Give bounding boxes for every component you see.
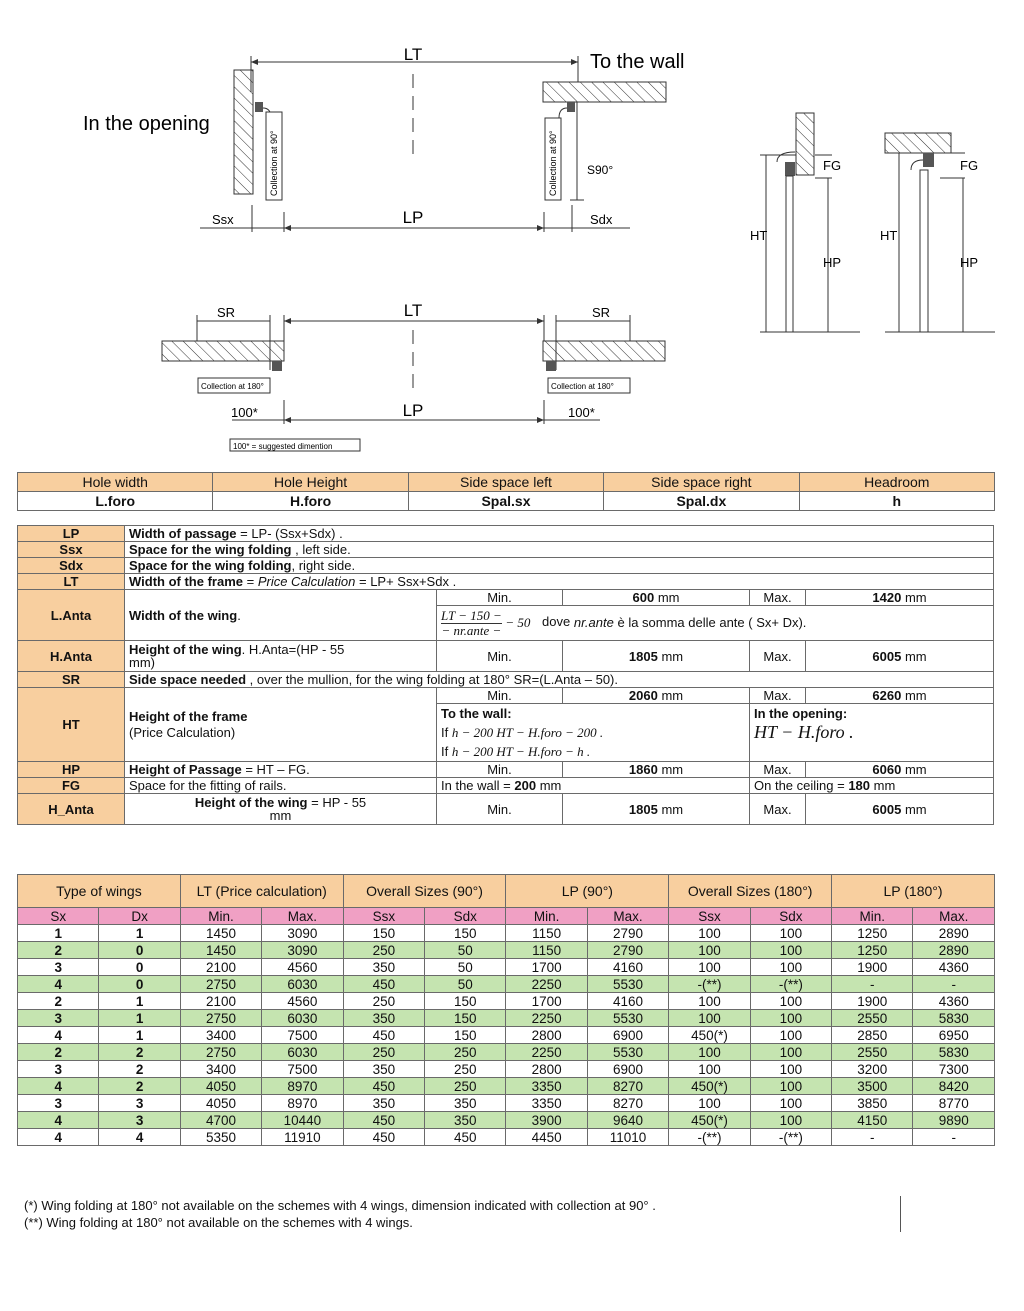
table-cell: 6030 (262, 976, 343, 993)
def-text: Height of the frame (Price Calculation) (125, 688, 437, 762)
table-cell: 3500 (832, 1078, 913, 1095)
min-value: 1805 mm (563, 794, 750, 825)
fg-ceiling: On the ceiling = 180 mm (750, 778, 994, 794)
table-cell: 2800 (506, 1027, 587, 1044)
table-cell: 1900 (832, 993, 913, 1010)
table-cell: 150 (425, 1010, 506, 1027)
table-cell: 1900 (832, 959, 913, 976)
s90-label: S90° (587, 163, 614, 177)
table-cell: 100 (669, 1061, 750, 1078)
table-cell: 2750 (180, 976, 261, 993)
table-cell: 100 (750, 1078, 831, 1095)
table-cell: 4050 (180, 1078, 261, 1095)
wings-group-header: LP (180°) (832, 875, 995, 908)
table-cell: 0 (99, 976, 180, 993)
bottom-diagram (162, 301, 665, 451)
max-value: 1420 mm (806, 590, 994, 606)
table-cell: 100 (750, 959, 831, 976)
table-cell: 2250 (506, 976, 587, 993)
suggested-dimension-note: 100* = suggested dimention (233, 442, 333, 451)
summary-header: Headroom (799, 473, 994, 492)
table-row (18, 976, 995, 993)
def-text: Width of passage = LP- (Ssx+Sdx) . (125, 526, 994, 542)
table-cell: 4 (18, 976, 99, 993)
def-text: Height of the wing. H.Anta=(HP - 55 mm) (125, 641, 437, 672)
table-cell: 3900 (506, 1112, 587, 1129)
table-cell: - (832, 976, 913, 993)
max-value: 6005 mm (806, 641, 994, 672)
hp-label-left: HP (823, 255, 842, 270)
table-cell: 3090 (262, 942, 343, 959)
table-cell: 5530 (587, 1010, 668, 1027)
def-key: LT (18, 574, 125, 590)
summary-header: Side space right (604, 473, 799, 492)
top-diagram (83, 45, 685, 232)
table-cell: -(**) (750, 1129, 831, 1146)
wings-group-header: LT (Price calculation) (180, 875, 343, 908)
table-cell: 350 (343, 1061, 424, 1078)
table-cell: 100 (750, 1061, 831, 1078)
table-cell: 2100 (180, 959, 261, 976)
table-cell: 100 (750, 925, 831, 942)
def-text: Space for the fitting of rails. (125, 778, 437, 794)
max-value: 6060 mm (806, 762, 994, 778)
def-row-hp (18, 762, 994, 778)
table-row (18, 1112, 995, 1129)
table-cell: 1150 (506, 925, 587, 942)
wings-subheader: Max. (262, 908, 343, 925)
table-cell: 2850 (832, 1027, 913, 1044)
table-cell: 5830 (913, 1044, 995, 1061)
summary-value: H.foro (213, 492, 408, 511)
table-cell: 4150 (832, 1112, 913, 1129)
table-cell: 6900 (587, 1027, 668, 1044)
table-cell: 3 (99, 1095, 180, 1112)
table-cell: 2890 (913, 942, 995, 959)
table-cell: 100 (750, 1010, 831, 1027)
table-cell: 2 (99, 1061, 180, 1078)
max-value: 6260 mm (806, 688, 994, 704)
wings-subheader: Max. (587, 908, 668, 925)
table-cell: 450(*) (669, 1112, 750, 1129)
table-cell: 11910 (262, 1129, 343, 1146)
table-cell: 6900 (587, 1061, 668, 1078)
table-cell: 7500 (262, 1027, 343, 1044)
table-row (18, 1061, 995, 1078)
table-cell: 3350 (506, 1078, 587, 1095)
table-cell: 2550 (832, 1010, 913, 1027)
table-cell: 450(*) (669, 1078, 750, 1095)
footnote-2: (**) Wing folding at 180° not available on the schemes with 4 wings. (24, 1215, 413, 1230)
fg-label-left: FG (823, 158, 842, 173)
table-cell: 450 (425, 1129, 506, 1146)
table-cell: 4560 (262, 959, 343, 976)
table-cell: 1150 (506, 942, 587, 959)
summary-value-row (18, 492, 995, 511)
divider (900, 1196, 901, 1232)
ht-label-right: HT (880, 228, 898, 243)
table-row (18, 1027, 995, 1044)
min-value: 600 mm (563, 590, 750, 606)
table-cell: 100 (750, 942, 831, 959)
table-row (18, 959, 995, 976)
max-label: Max. (750, 688, 806, 704)
summary-value: h (799, 492, 994, 511)
lt-label-bottom: LT (403, 301, 423, 320)
table-cell: 450 (343, 1129, 424, 1146)
table-cell: 2800 (506, 1061, 587, 1078)
wings-table (17, 874, 995, 1146)
min-label: Min. (437, 688, 563, 704)
table-cell: 3 (18, 1010, 99, 1027)
hp-label-right: HP (960, 255, 979, 270)
table-cell: 1 (99, 925, 180, 942)
table-cell: 9640 (587, 1112, 668, 1129)
max-label: Max. (750, 762, 806, 778)
table-cell: 0 (99, 942, 180, 959)
table-cell: 450 (343, 1078, 424, 1095)
def-key: HP (18, 762, 125, 778)
summary-value: L.foro (18, 492, 213, 511)
table-cell: 7500 (262, 1061, 343, 1078)
wings-group-header-row (18, 875, 995, 908)
table-cell: 2 (18, 942, 99, 959)
def-row-lp (18, 526, 994, 542)
def-text: Side space needed , over the mullion, for the wing folding at 180° SR=(L.Anta – 50). (125, 672, 994, 688)
table-cell: 9890 (913, 1112, 995, 1129)
max-label: Max. (750, 641, 806, 672)
table-row (18, 1010, 995, 1027)
in-the-opening-label: In the opening (83, 113, 210, 135)
table-cell: 5530 (587, 976, 668, 993)
wings-group-header: Overall Sizes (90°) (343, 875, 506, 908)
table-cell: 4050 (180, 1095, 261, 1112)
table-cell: 250 (343, 993, 424, 1010)
wings-group-header: LP (90°) (506, 875, 669, 908)
table-cell: 150 (425, 1027, 506, 1044)
table-cell: 11010 (587, 1129, 668, 1146)
wings-subheader: Min. (832, 908, 913, 925)
table-cell: 100 (669, 959, 750, 976)
table-cell: 100 (750, 993, 831, 1010)
def-text: Height of the wing = HP - 55 mm (125, 794, 437, 825)
table-cell: 6030 (262, 1044, 343, 1061)
table-cell: 100 (669, 1044, 750, 1061)
side-section-wall (880, 133, 995, 332)
def-key: FG (18, 778, 125, 794)
table-cell: 150 (425, 925, 506, 942)
table-cell: 5830 (913, 1010, 995, 1027)
table-cell: 3 (18, 959, 99, 976)
def-row-ht (18, 688, 994, 704)
table-cell: 6030 (262, 1010, 343, 1027)
ssx-label: Ssx (212, 212, 234, 227)
summary-value: Spal.sx (408, 492, 603, 511)
wings-subheader: Ssx (669, 908, 750, 925)
def-key: Sdx (18, 558, 125, 574)
sdx-label: Sdx (590, 212, 613, 227)
table-row (18, 1129, 995, 1146)
lp-label-bottom: LP (402, 401, 424, 420)
wings-subheader: Min. (180, 908, 261, 925)
def-row-ssx (18, 542, 994, 558)
table-cell: 2 (99, 1078, 180, 1095)
table-cell: 450 (343, 976, 424, 993)
ht-opening-formula: In the opening: HT − H.foro . (750, 704, 994, 762)
table-cell: 100 (750, 1027, 831, 1044)
table-cell: 100 (669, 1095, 750, 1112)
table-cell: 2790 (587, 925, 668, 942)
def-text: Width of the wing. (125, 590, 437, 641)
table-cell: 3850 (832, 1095, 913, 1112)
def-row-lt (18, 574, 994, 590)
lt-label-top: LT (403, 45, 423, 64)
technical-drawings (0, 0, 1024, 470)
table-cell: 250 (425, 1061, 506, 1078)
table-cell: 1450 (180, 925, 261, 942)
dim-100-left-label: 100* (231, 405, 258, 420)
fg-label-right: FG (960, 158, 979, 173)
def-row-hanta (18, 641, 994, 672)
min-label: Min. (437, 794, 563, 825)
table-cell: 1 (99, 1027, 180, 1044)
table-cell: 350 (425, 1112, 506, 1129)
min-value: 1860 mm (563, 762, 750, 778)
table-cell: 2550 (832, 1044, 913, 1061)
def-row-sdx (18, 558, 994, 574)
table-cell: 100 (750, 1112, 831, 1129)
table-cell: 2 (18, 993, 99, 1010)
table-cell: 8420 (913, 1078, 995, 1095)
table-cell: 1250 (832, 925, 913, 942)
def-key: H_Anta (18, 794, 125, 825)
table-cell: -(**) (669, 976, 750, 993)
def-key: Ssx (18, 542, 125, 558)
table-cell: 1700 (506, 959, 587, 976)
table-cell: 150 (425, 993, 506, 1010)
wings-table-body (18, 925, 995, 1146)
table-cell: 350 (343, 1095, 424, 1112)
table-cell: 1 (99, 993, 180, 1010)
table-cell: - (913, 1129, 995, 1146)
table-cell: 2250 (506, 1044, 587, 1061)
table-cell: 4700 (180, 1112, 261, 1129)
table-cell: 6950 (913, 1027, 995, 1044)
def-text: Height of Passage = HT – FG. (125, 762, 437, 778)
table-cell: 2 (18, 1044, 99, 1061)
table-row (18, 925, 995, 942)
def-key: SR (18, 672, 125, 688)
min-value: 1805 mm (563, 641, 750, 672)
table-cell: 100 (669, 925, 750, 942)
table-cell: 250 (425, 1078, 506, 1095)
summary-table (17, 472, 995, 511)
def-text: Space for the wing folding, right side. (125, 558, 994, 574)
table-cell: 350 (343, 959, 424, 976)
wings-subheader: Sdx (425, 908, 506, 925)
table-cell: 1450 (180, 942, 261, 959)
table-cell: 2790 (587, 942, 668, 959)
table-row (18, 1078, 995, 1095)
max-label: Max. (750, 590, 806, 606)
def-key: HT (18, 688, 125, 762)
collection-180-left-label: Collection at 180° (201, 382, 264, 391)
table-cell: 8270 (587, 1095, 668, 1112)
table-cell: 100 (669, 1010, 750, 1027)
collection-90-left-label: Collection at 90° (269, 130, 279, 196)
sr-left-label: SR (217, 305, 236, 320)
summary-header: Side space left (408, 473, 603, 492)
min-label: Min. (437, 762, 563, 778)
table-cell: 2750 (180, 1010, 261, 1027)
table-cell: 4 (18, 1078, 99, 1095)
table-cell: 10440 (262, 1112, 343, 1129)
table-cell: 2250 (506, 1010, 587, 1027)
summary-header-row (18, 473, 995, 492)
collection-90-right-label: Collection at 90° (548, 130, 558, 196)
max-value: 6005 mm (806, 794, 994, 825)
table-cell: 2100 (180, 993, 261, 1010)
table-cell: 250 (343, 1044, 424, 1061)
table-cell: 1 (99, 1010, 180, 1027)
def-row-fg (18, 778, 994, 794)
ht-wall-formula: To the wall: If h − 200 HT − H.foro − 200 . If h − 200 HT − H.foro − h . (437, 704, 750, 762)
table-cell: 8970 (262, 1078, 343, 1095)
table-cell: 1700 (506, 993, 587, 1010)
table-cell: 4 (18, 1027, 99, 1044)
def-text: Space for the wing folding , left side. (125, 542, 994, 558)
table-row (18, 942, 995, 959)
table-cell: 450 (343, 1112, 424, 1129)
table-cell: 3200 (832, 1061, 913, 1078)
table-cell: 350 (425, 1095, 506, 1112)
table-cell: 4360 (913, 959, 995, 976)
def-key: L.Anta (18, 590, 125, 641)
table-cell: 350 (343, 1010, 424, 1027)
dim-100-right-label: 100* (568, 405, 595, 420)
table-cell: -(**) (669, 1129, 750, 1146)
table-cell: 8770 (913, 1095, 995, 1112)
table-cell: 250 (343, 942, 424, 959)
side-section-opening (750, 113, 860, 332)
table-cell: 50 (425, 942, 506, 959)
def-row-h-anta (18, 794, 994, 825)
summary-value: Spal.dx (604, 492, 799, 511)
wings-subheader: Dx (99, 908, 180, 925)
table-cell: 5530 (587, 1044, 668, 1061)
table-cell: 4 (18, 1129, 99, 1146)
to-the-wall-label: To the wall (590, 51, 685, 73)
wings-subheader: Sdx (750, 908, 831, 925)
definitions-table (17, 525, 994, 825)
min-value: 2060 mm (563, 688, 750, 704)
table-cell: 450(*) (669, 1027, 750, 1044)
table-cell: 50 (425, 976, 506, 993)
summary-header: Hole width (18, 473, 213, 492)
table-row (18, 993, 995, 1010)
table-cell: 150 (343, 925, 424, 942)
table-cell: 4160 (587, 959, 668, 976)
table-cell: 3400 (180, 1061, 261, 1078)
table-cell: - (913, 976, 995, 993)
wings-subheader: Max. (913, 908, 995, 925)
def-text: Width of the frame = Price Calculation = LP+ Ssx+Sdx . (125, 574, 994, 590)
def-row-sr (18, 672, 994, 688)
def-row-lanta (18, 590, 994, 606)
table-cell: 3 (99, 1112, 180, 1129)
table-row (18, 1044, 995, 1061)
min-label: Min. (437, 641, 563, 672)
table-cell: 4 (18, 1112, 99, 1129)
wings-subheader: Sx (18, 908, 99, 925)
max-label: Max. (750, 794, 806, 825)
wings-group-header: Type of wings (18, 875, 181, 908)
table-cell: 8970 (262, 1095, 343, 1112)
table-cell: 100 (669, 942, 750, 959)
table-cell: 1250 (832, 942, 913, 959)
wings-subheader-row (18, 908, 995, 925)
table-cell: 4450 (506, 1129, 587, 1146)
table-cell: 3 (18, 1061, 99, 1078)
table-cell: 5350 (180, 1129, 261, 1146)
table-cell: - (832, 1129, 913, 1146)
fg-wall: In the wall = 200 mm (437, 778, 750, 794)
table-cell: 50 (425, 959, 506, 976)
min-label: Min. (437, 590, 563, 606)
ht-label-left: HT (750, 228, 768, 243)
wings-subheader: Ssx (343, 908, 424, 925)
table-cell: 1 (18, 925, 99, 942)
table-cell: 8270 (587, 1078, 668, 1095)
table-cell: 4 (99, 1129, 180, 1146)
collection-180-right-label: Collection at 180° (551, 382, 614, 391)
table-cell: 3350 (506, 1095, 587, 1112)
table-cell: 3400 (180, 1027, 261, 1044)
table-row (18, 1095, 995, 1112)
table-cell: 4560 (262, 993, 343, 1010)
sr-right-label: SR (592, 305, 611, 320)
table-cell: 7300 (913, 1061, 995, 1078)
lanta-formula: LT − 150 − − nr.ante − − 50 dove nr.ante è la somma delle ante ( Sx+ Dx). (437, 606, 994, 641)
table-cell: 2750 (180, 1044, 261, 1061)
table-cell: 2890 (913, 925, 995, 942)
wings-group-header: Overall Sizes (180°) (669, 875, 832, 908)
wings-subheader: Min. (506, 908, 587, 925)
def-key: H.Anta (18, 641, 125, 672)
table-cell: 4360 (913, 993, 995, 1010)
table-cell: 250 (425, 1044, 506, 1061)
table-cell: -(**) (750, 976, 831, 993)
summary-header: Hole Height (213, 473, 408, 492)
footnote-1: (*) Wing folding at 180° not available on the schemes with 4 wings, dimension indicated with collection at 90° . (24, 1198, 656, 1213)
def-key: LP (18, 526, 125, 542)
table-cell: 100 (750, 1095, 831, 1112)
table-cell: 450 (343, 1027, 424, 1044)
table-cell: 3090 (262, 925, 343, 942)
table-cell: 0 (99, 959, 180, 976)
lp-label-top: LP (402, 208, 424, 227)
table-cell: 4160 (587, 993, 668, 1010)
table-cell: 3 (18, 1095, 99, 1112)
table-cell: 2 (99, 1044, 180, 1061)
table-cell: 100 (669, 993, 750, 1010)
table-cell: 100 (750, 1044, 831, 1061)
